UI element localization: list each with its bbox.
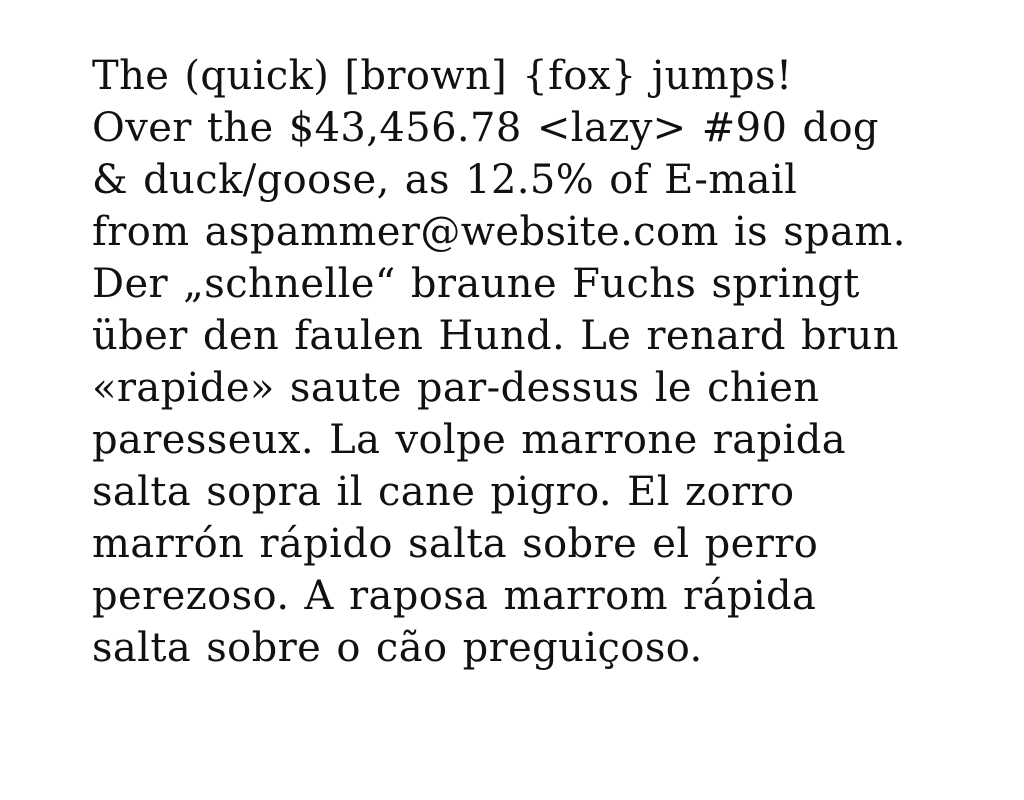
text-line: salta sobre o cão preguiçoso. <box>92 625 703 671</box>
text-line: über den faulen Hund. Le renard brun <box>92 313 899 359</box>
text-line: marrón rápido salta sobre el perro <box>92 521 819 567</box>
text-line: & duck/goose, as 12.5% of E-mail <box>92 157 798 203</box>
text-line: perezoso. A raposa marrom rápida <box>92 573 817 619</box>
text-line: salta sopra il cane pigro. El zorro <box>92 469 795 515</box>
text-line: Over the $43,456.78 <lazy> #90 dog <box>92 105 879 151</box>
text-line: from aspammer@website.com is spam. <box>92 209 906 255</box>
text-line: «rapide» saute par-dessus le chien <box>92 365 820 411</box>
document-body-text <box>92 50 962 674</box>
text-line: Der „schnelle“ braune Fuchs springt <box>92 261 860 307</box>
text-line: The (quick) [brown] {fox} jumps! <box>92 53 793 99</box>
text-line: paresseux. La volpe marrone rapida <box>92 417 846 463</box>
